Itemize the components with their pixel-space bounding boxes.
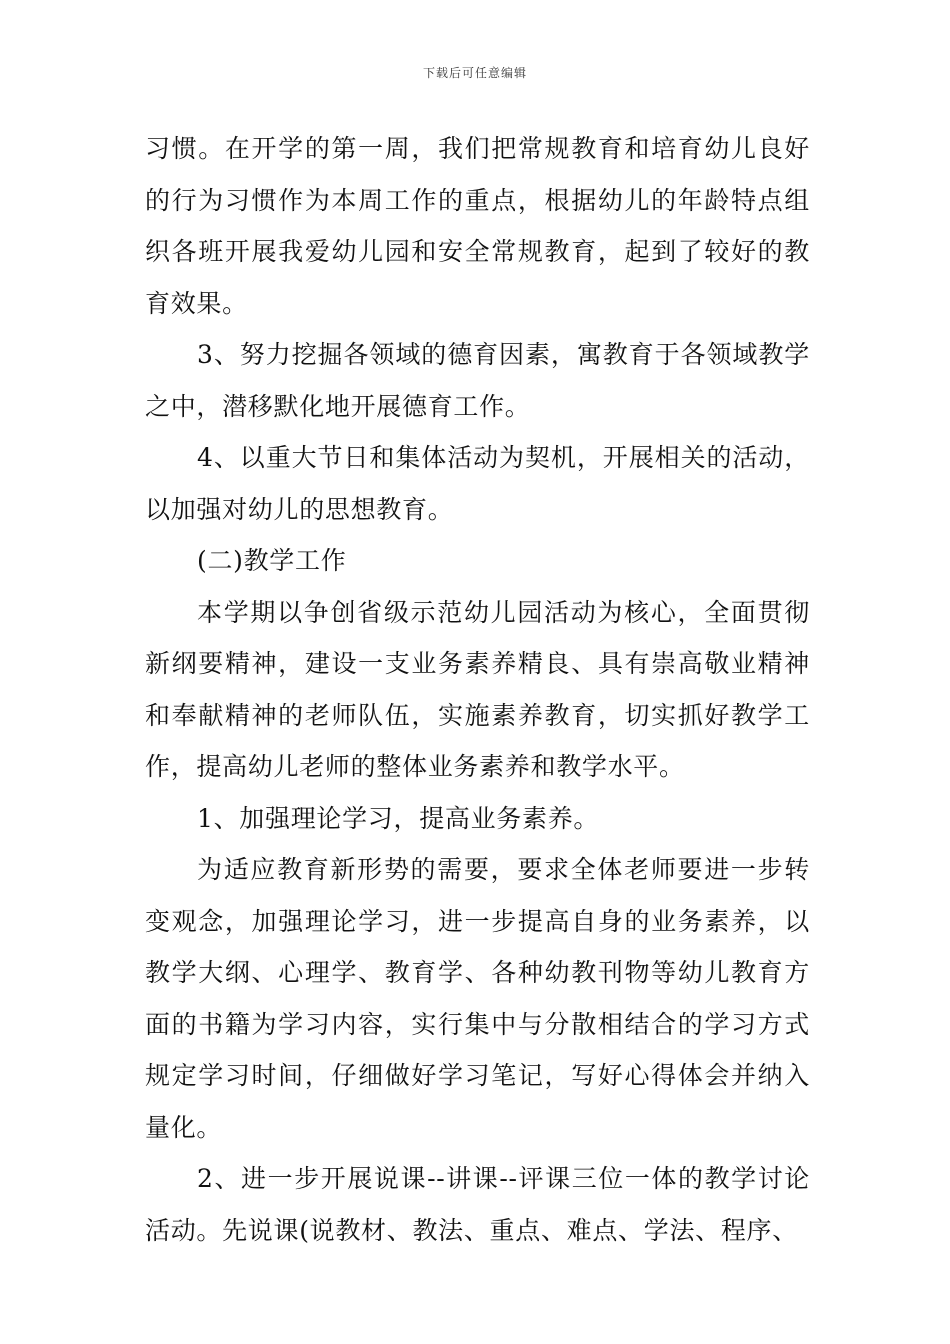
paragraph-habits: 习惯。在开学的第一周，我们把常规教育和培育幼儿良好的行为习惯作为本周工作的重点，根据幼儿的年龄特点组织各班开展我爱幼儿园和安全常规教育，起到了较好的教育效果。 xyxy=(145,134,810,318)
paragraph-study-details: 为适应教育新形势的需要，要求全体老师要进一步转变观念，加强理论学习，进一步提高自身的业务素养，以教学大纲、心理学、教育学、各种幼教刊物等幼儿教育方面的书籍为学习内容，实行集中与分散相结合的学习方式规定学习时间，仔细做好学习笔记，写好心得体会并纳入量化。 xyxy=(145,855,810,1142)
section-heading-teaching: (二)教学工作 xyxy=(197,546,347,575)
paragraph-item-3: 3、努力挖掘各领域的德育因素，寓教育于各领域教学之中，潜移默化地开展德育工作。 xyxy=(145,340,810,421)
paragraph-item-2: 2、进一步开展说课--讲课--评课三位一体的教学讨论活动。先说课(说教材、教法、重点、难点、学法、程序、 xyxy=(145,1164,810,1245)
paragraph-teaching-intro: 本学期以争创省级示范幼儿园活动为核心，全面贯彻新纲要精神，建设一支业务素养精良、具有崇高敬业精神和奉献精神的老师队伍，实施素养教育，切实抓好教学工作，提高幼儿老师的整体业务素养和教学水平。 xyxy=(145,597,810,781)
page-header: 下载后可任意编辑 xyxy=(422,66,527,80)
paragraph-item-1: 1、加强理论学习，提高业务素养。 xyxy=(197,803,600,833)
paragraph-item-4: 4、以重大节日和集体活动为契机，开展相关的活动，以加强对幼儿的思想教育。 xyxy=(145,443,810,524)
document-body xyxy=(145,123,810,1256)
